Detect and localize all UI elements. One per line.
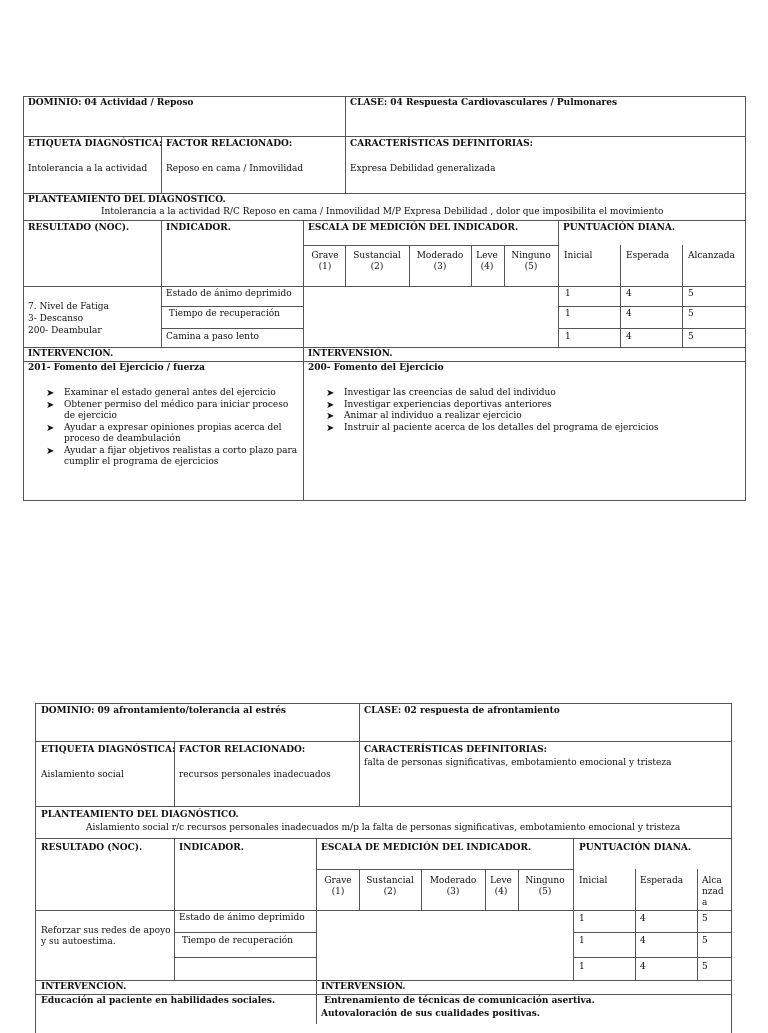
rule <box>573 957 732 958</box>
rule <box>35 980 732 981</box>
rule <box>316 869 573 870</box>
intervencion-left-label: INTERVENCION. <box>28 349 114 359</box>
scale-moderado: Moderado (3) <box>429 876 477 897</box>
rule <box>359 703 360 806</box>
rule <box>161 220 162 347</box>
etiqueta-label: ETIQUETA DIAGNÓSTICA: <box>28 139 163 149</box>
resultado-text: Reforzar sus redes de apoyo y su autoestima. <box>41 926 171 947</box>
clase-label: CLASE: 02 respuesta de afrontamiento <box>364 706 560 716</box>
arrow-bullet-icon: ➤ <box>326 399 335 411</box>
alcanzada-row-3: 5 <box>688 332 694 342</box>
rule <box>573 838 574 980</box>
rule <box>697 869 698 980</box>
inicial-row-1: 1 <box>565 289 571 299</box>
rule <box>35 838 732 839</box>
rule <box>359 869 360 910</box>
indicador-row-2: Tiempo de recuperación <box>179 936 293 946</box>
inicial-row-3: 1 <box>565 332 571 342</box>
etiqueta-value: Aislamiento social <box>41 770 124 780</box>
list-item <box>40 446 300 469</box>
list-item-text: Examinar el estado general antes del ejercicio <box>64 388 276 398</box>
rule <box>161 306 303 307</box>
punt-esperada: Esperada <box>640 876 684 886</box>
rule <box>504 245 505 286</box>
intervencion-right-label: INTERVENSIÓN. <box>321 982 406 992</box>
resultado-label: RESULTADO (NOC). <box>41 843 143 853</box>
rule <box>161 328 303 329</box>
dominio-label: DOMINIO: 04 Actividad / Reposo <box>28 98 194 108</box>
scale-leve: Leve (4) <box>476 251 498 272</box>
escala-label: ESCALA DE MEDICIÓN DEL INDICADOR. <box>321 843 532 853</box>
esperada-row-2: 4 <box>640 936 646 946</box>
left-intervention-title: 201- Fomento del Ejercicio / fuerza <box>28 363 205 373</box>
factor-value: recursos personales inadecuados <box>179 770 331 780</box>
caracteristicas-value: falta de personas significativas, embotamiento emocional y tristeza <box>364 758 672 768</box>
planteamiento-value: Intolerancia a la actividad R/C Reposo en cama / Inmovilidad M/P Expresa Debilidad , dolor que imposibilita el movimiento <box>101 207 664 217</box>
rule <box>303 245 558 246</box>
arrow-bullet-icon: ➤ <box>46 445 55 457</box>
alcanzada-row-2: 5 <box>688 309 694 319</box>
list-item <box>320 400 740 412</box>
list-item-text: Animar al individuo a realizar ejercicio <box>344 411 522 421</box>
list-item <box>320 411 740 423</box>
inicial-row-2: 1 <box>565 309 571 319</box>
resultado-line: 7. Nivel de Fatiga <box>28 302 109 312</box>
right-intervention-title: 200- Fomento del Ejercicio <box>308 363 444 373</box>
rule <box>23 361 746 362</box>
scale-sustancial: Sustancial (2) <box>353 251 401 272</box>
indicador-label: INDICADOR. <box>179 843 244 853</box>
rule <box>409 245 410 286</box>
puntuacion-label: PUNTUACIÓN DIANA. <box>579 843 692 853</box>
punt-esperada: Esperada <box>626 251 670 261</box>
right-intervention-line-1: Entrenamiento de técnicas de comunicación asertiva. <box>321 996 595 1006</box>
rule <box>421 869 422 910</box>
list-item-text: Ayudar a fijar objetivos realistas a corto plazo para cumplir el programa de ejercicios <box>64 445 298 467</box>
rule <box>23 136 746 137</box>
list-item-text: Investigar experiencias deportivas anteriores <box>344 399 552 410</box>
rule <box>620 245 621 347</box>
scale-sustancial: Sustancial (2) <box>366 876 414 897</box>
esperada-row-1: 4 <box>640 914 646 924</box>
rule <box>35 806 732 807</box>
inicial-row-1: 1 <box>579 914 585 924</box>
rule <box>23 193 746 194</box>
alcanzada-row-1: 5 <box>688 289 694 299</box>
left-intervention-list <box>40 388 300 469</box>
rule <box>316 838 317 1024</box>
left-intervention-title: Educación al paciente en habilidades sociales. <box>41 996 276 1006</box>
arrow-bullet-icon: ➤ <box>326 388 335 399</box>
rule <box>573 932 732 933</box>
caracteristicas-label: CARACTERÍSTICAS DEFINITORIAS: <box>364 745 547 755</box>
indicador-row-1: Estado de ánimo deprimido <box>179 913 305 923</box>
dominio-label: DOMINIO: 09 afrontamiento/tolerancia al estrés <box>41 706 286 716</box>
planteamiento-value: Aislamiento social r/c recursos personales inadecuados m/p la falta de personas significativas, embotamiento emocional y tristeza <box>86 823 681 833</box>
alcanzada-row-3: 5 <box>702 962 708 972</box>
arrow-bullet-icon: ➤ <box>326 411 335 422</box>
esperada-row-3: 4 <box>626 332 632 342</box>
rule <box>345 96 346 193</box>
alcanzada-row-2: 5 <box>702 936 708 946</box>
rule <box>635 869 636 980</box>
list-item-text: Investigar las creencias de salud del individuo <box>344 388 556 398</box>
list-item-text: Ayudar a expresar opiniones propias acerca del proceso de deambulación <box>64 422 282 444</box>
caracteristicas-value: Expresa Debilidad generalizada <box>350 164 496 174</box>
right-intervention-list <box>320 388 740 434</box>
resultado-label: RESULTADO (NOC). <box>28 223 130 233</box>
list-item <box>40 400 300 423</box>
puntuacion-label: PUNTUACIÓN DIANA. <box>563 223 676 233</box>
list-item <box>320 423 740 435</box>
planteamiento-label: PLANTEAMIENTO DEL DIAGNÓSTICO. <box>41 810 239 820</box>
rule <box>558 328 746 329</box>
arrow-bullet-icon: ➤ <box>326 422 335 434</box>
arrow-bullet-icon: ➤ <box>46 399 55 411</box>
list-item <box>40 388 300 400</box>
intervencion-left-label: INTERVENCION. <box>41 982 127 992</box>
rule <box>303 220 304 501</box>
rule <box>345 245 346 286</box>
scale-leve: Leve (4) <box>490 876 512 897</box>
scale-ninguno: Ninguno (5) <box>525 876 565 897</box>
indicador-row-1: Estado de ánimo deprimido <box>166 289 292 299</box>
resultado-line: 3- Descanso <box>28 314 84 324</box>
rule <box>174 957 316 958</box>
esperada-row-2: 4 <box>626 309 632 319</box>
inicial-row-3: 1 <box>579 962 585 972</box>
factor-label: FACTOR RELACIONADO: <box>166 139 293 149</box>
rule <box>35 741 732 742</box>
punt-inicial: Inicial <box>579 876 608 886</box>
rule <box>518 869 519 910</box>
rule <box>23 220 746 221</box>
list-item <box>320 388 740 400</box>
rule <box>174 932 316 933</box>
scale-grave: Grave (1) <box>324 876 352 897</box>
rule <box>174 838 175 980</box>
right-intervention-line-2: Autovaloración de sus cualidades positivas. <box>321 1009 540 1019</box>
punt-inicial: Inicial <box>564 251 593 261</box>
indicador-row-3: Camina a paso lento <box>166 332 259 342</box>
rule <box>558 306 746 307</box>
rule <box>23 347 746 348</box>
arrow-bullet-icon: ➤ <box>46 422 55 434</box>
scale-grave: Grave (1) <box>311 251 339 272</box>
planteamiento-label: PLANTEAMIENTO DEL DIAGNÓSTICO. <box>28 195 226 205</box>
indicador-label: INDICADOR. <box>166 223 231 233</box>
etiqueta-value: Intolerancia a la actividad <box>28 164 148 174</box>
rule <box>23 286 746 287</box>
esperada-row-1: 4 <box>626 289 632 299</box>
resultado-line: 200- Deambular <box>28 326 102 336</box>
list-item <box>40 423 300 446</box>
esperada-row-3: 4 <box>640 962 646 972</box>
arrow-bullet-icon: ➤ <box>46 388 55 399</box>
rule <box>558 220 559 347</box>
factor-value: Reposo en cama / Inmovilidad <box>166 164 304 174</box>
rule <box>35 910 732 911</box>
factor-label: FACTOR RELACIONADO: <box>179 745 306 755</box>
rule <box>35 994 732 995</box>
escala-label: ESCALA DE MEDICIÓN DEL INDICADOR. <box>308 223 519 233</box>
punt-alcanzada: Alca nzad a <box>702 876 724 908</box>
list-item-text: Obtener permiso del médico para iniciar proceso de ejercicio <box>64 399 289 421</box>
rule <box>682 245 683 347</box>
indicador-row-2: Tiempo de recuperación <box>166 309 280 319</box>
scale-ninguno: Ninguno (5) <box>511 251 551 272</box>
list-item-text: Instruir al paciente acerca de los detalles del programa de ejercicios <box>344 422 659 433</box>
intervencion-right-label: INTERVENSIÓN. <box>308 349 393 359</box>
etiqueta-label: ETIQUETA DIAGNÓSTICA: <box>41 745 176 755</box>
alcanzada-row-1: 5 <box>702 914 708 924</box>
inicial-row-2: 1 <box>579 936 585 946</box>
punt-alcanzada: Alcanzada <box>688 251 735 261</box>
caracteristicas-label: CARACTERÍSTICAS DEFINITORIAS: <box>350 139 533 149</box>
scale-moderado: Moderado (3) <box>416 251 464 272</box>
clase-label: CLASE: 04 Respuesta Cardiovasculares / Pulmonares <box>350 98 618 108</box>
